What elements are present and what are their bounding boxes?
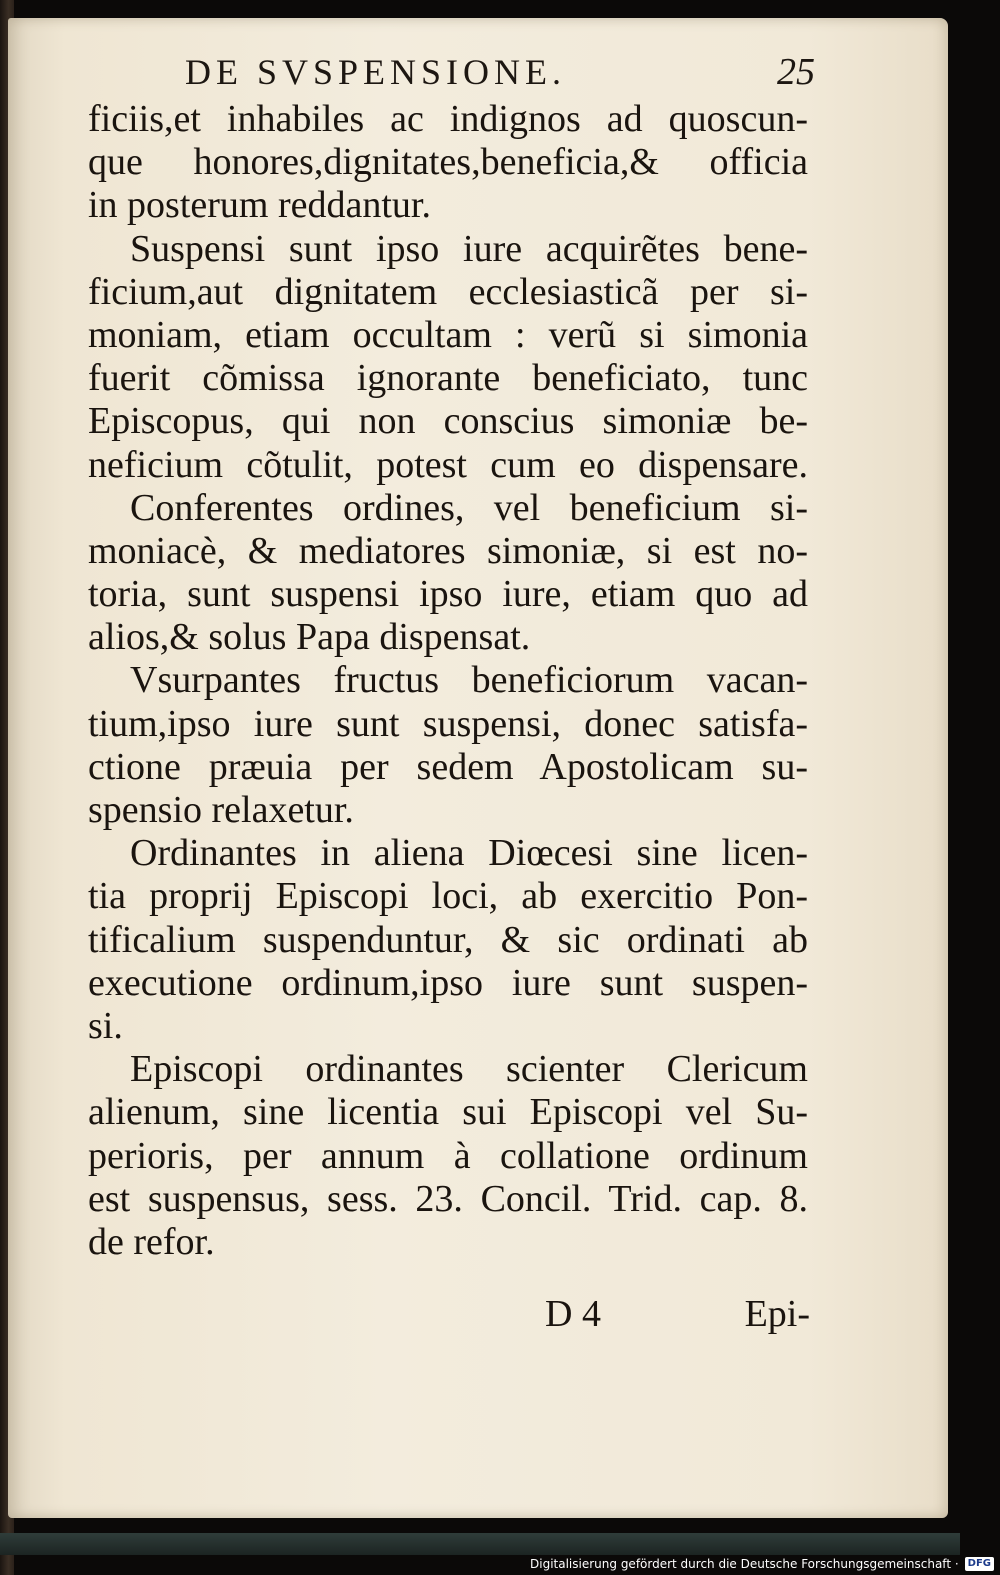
dfg-logo: DFG [965, 1557, 994, 1571]
text-line: ctione præuia per sedem Apostolicam su- [88, 745, 808, 788]
catchword: Epi- [744, 1293, 810, 1335]
text-line: Conferentes ordines, vel beneficium si- [130, 486, 808, 529]
text-line: ficiis,et inhabiles ac indignos ad quoscun- [88, 98, 808, 140]
text-line: Vsurpantes fructus beneficiorum vacan- [130, 659, 808, 702]
text-line: tia proprij Episcopi loci, ab exercitio Pon- [88, 875, 808, 918]
text-line: alienum, sine licentia sui Episcopi vel Su- [88, 1091, 808, 1134]
book-cover-edge [0, 1533, 960, 1555]
text-line: Episcopi ordinantes scienter Clericum [130, 1048, 808, 1091]
text-line: tium,ipso iure sunt suspensi, donec satisfa- [88, 702, 808, 745]
text-block [88, 98, 808, 1264]
text-line: si. [88, 1004, 123, 1047]
text-line: perioris, per annum à collatione ordinum [88, 1134, 808, 1177]
text-line: que honores,dignitates,beneficia,& officia [88, 141, 808, 184]
running-title: DE SVSPENSIONE. [185, 52, 567, 92]
digitization-credit [530, 1555, 994, 1573]
text-line: est suspensus, sess. 23. Concil. Trid. cap. 8. [88, 1177, 808, 1220]
text-line: tificalium suspenduntur, & sic ordinati ab [88, 918, 808, 961]
text-line: alios,& solus Papa dispensat. [88, 616, 531, 659]
text-line: Episcopus, qui non conscius simoniæ be- [88, 400, 808, 443]
signature-mark: D 4 [545, 1293, 601, 1335]
credit-text: Digitalisierung gefördert durch die Deutsche Forschungsgemeinschaft · [530, 1557, 959, 1571]
text-line: de refor. [88, 1220, 215, 1263]
text-line: moniam, etiam occultam : verũ si simonia [88, 313, 808, 356]
text-line: in posterum reddantur. [88, 184, 431, 227]
text-line: fuerit cõmissa ignorante beneficiato, tunc [88, 357, 808, 400]
text-line: toria, sunt suspensi ipso iure, etiam quo ad [88, 573, 808, 616]
text-line: ficium,aut dignitatem ecclesiasticã per si- [88, 270, 808, 313]
text-line: spensio relaxetur. [88, 789, 354, 831]
text-line: neficium cõtulit, potest cum eo dispensare. [88, 443, 808, 486]
text-line: Ordinantes in aliena Diœcesi sine licen- [130, 832, 808, 875]
page-number: 25 [777, 51, 815, 93]
page-footer [545, 1292, 810, 1336]
text-line: moniacè, & mediatores simoniæ, si est no- [88, 529, 808, 572]
page-header [185, 50, 815, 100]
text-line: executione ordinum,ipso iure sunt suspen- [88, 961, 808, 1004]
text-line: Suspensi sunt ipso iure acquirẽtes bene- [130, 227, 808, 270]
